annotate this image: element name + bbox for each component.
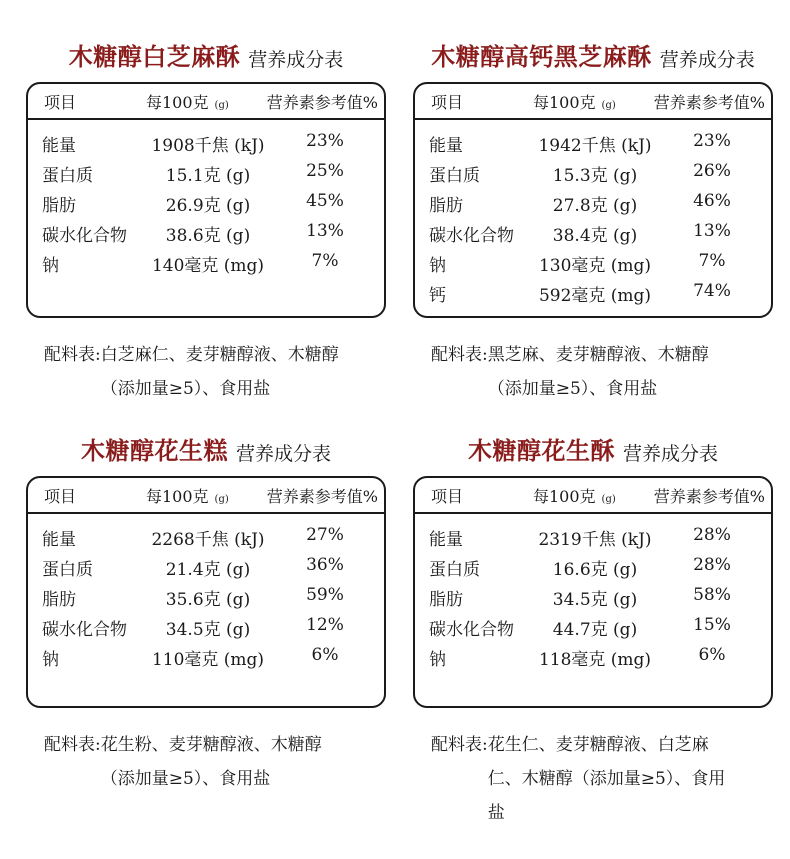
ingredients-text: 白芝麻仁、麦芽糖醇液、木糖醇（添加量≥5）、食用盐 (100, 345, 339, 399)
product-name: 木糖醇白芝麻酥 (68, 42, 241, 71)
nutrition-panel-white-sesame (26, 36, 386, 406)
nutrition-panel-black-sesame (413, 36, 773, 406)
table-row: 蛋白质 15.1克 (g) 25% (42, 161, 344, 186)
ingredients-text: 黑芝麻、麦芽糖醇液、木糖醇（添加量≥5）、食用盐 (487, 345, 709, 399)
title-suffix: 营养成分表 (659, 49, 755, 71)
header-item: 项目 (44, 487, 77, 506)
ingredients-label: 配料表: (431, 735, 488, 755)
ingredients-label: 配料表: (431, 345, 488, 365)
header-item: 项目 (431, 93, 464, 112)
header-nrv: 营养素参考值% (653, 487, 765, 506)
table-row: 能量 1942千焦 (kJ) 23% (429, 131, 731, 156)
ingredients-label: 配料表: (44, 735, 101, 755)
table-row: 钙 592毫克 (mg) 74% (429, 281, 731, 306)
panel-title (413, 430, 773, 466)
nutrition-table (413, 476, 773, 708)
table-row: 能量 2319千焦 (kJ) 28% (429, 525, 731, 550)
product-name: 木糖醇高钙黑芝麻酥 (431, 42, 652, 71)
table-row: 脂肪 35.6克 (g) 59% (42, 585, 344, 610)
nutrition-panel-peanut-crisp (413, 430, 773, 830)
table-row: 碳水化合物 44.7克 (g) 15% (429, 615, 731, 640)
header-nrv: 营养素参考值% (653, 93, 765, 112)
header-per-100g: 每100克 (g) (533, 487, 616, 506)
header-nrv: 营养素参考值% (266, 487, 378, 506)
header-item: 项目 (44, 93, 77, 112)
table-row: 钠 140毫克 (mg) 7% (42, 251, 339, 276)
table-row: 碳水化合物 38.4克 (g) 13% (429, 221, 731, 246)
nutrition-panel-peanut-cake (26, 430, 386, 796)
title-suffix: 营养成分表 (248, 49, 344, 71)
nutrition-table (413, 82, 773, 318)
ingredients (413, 338, 773, 406)
table-header (415, 84, 771, 120)
product-name: 木糖醇花生糕 (80, 436, 228, 465)
table-row: 钠 130毫克 (mg) 7% (429, 251, 726, 276)
header-per-100g: 每100克 (g) (533, 93, 616, 112)
header-item: 项目 (431, 487, 464, 506)
table-row: 碳水化合物 38.6克 (g) 13% (42, 221, 344, 246)
table-row: 能量 1908千焦 (kJ) 23% (42, 131, 344, 156)
product-name: 木糖醇花生酥 (467, 436, 615, 465)
table-header (28, 478, 384, 514)
header-per-100g: 每100克 (g) (146, 487, 229, 506)
table-row: 脂肪 26.9克 (g) 45% (42, 191, 344, 216)
table-row: 能量 2268千焦 (kJ) 27% (42, 525, 344, 550)
panel-title (26, 36, 386, 72)
panel-title (26, 430, 386, 466)
header-per-100g: 每100克 (g) (146, 93, 229, 112)
ingredients (26, 338, 386, 406)
ingredients-text: 花生仁、麦芽糖醇液、白芝麻仁、木糖醇（添加量≥5）、食用盐 (487, 735, 726, 823)
title-suffix: 营养成分表 (622, 443, 718, 465)
table-row: 钠 118毫克 (mg) 6% (429, 645, 726, 670)
ingredients-text: 花生粉、麦芽糖醇液、木糖醇（添加量≥5）、食用盐 (100, 735, 322, 789)
table-row: 碳水化合物 34.5克 (g) 12% (42, 615, 344, 640)
table-header (28, 84, 384, 120)
header-nrv: 营养素参考值% (266, 93, 378, 112)
ingredients-label: 配料表: (44, 345, 101, 365)
table-header (415, 478, 771, 514)
table-row: 脂肪 34.5克 (g) 58% (429, 585, 731, 610)
table-row: 钠 110毫克 (mg) 6% (42, 645, 339, 670)
table-row: 蛋白质 15.3克 (g) 26% (429, 161, 731, 186)
table-row: 脂肪 27.8克 (g) 46% (429, 191, 731, 216)
ingredients (413, 728, 773, 830)
nutrition-table (26, 476, 386, 708)
nutrition-table (26, 82, 386, 318)
ingredients (26, 728, 386, 796)
table-row: 蛋白质 16.6克 (g) 28% (429, 555, 731, 580)
panel-title (413, 36, 773, 72)
table-row: 蛋白质 21.4克 (g) 36% (42, 555, 344, 580)
title-suffix: 营养成分表 (235, 443, 331, 465)
